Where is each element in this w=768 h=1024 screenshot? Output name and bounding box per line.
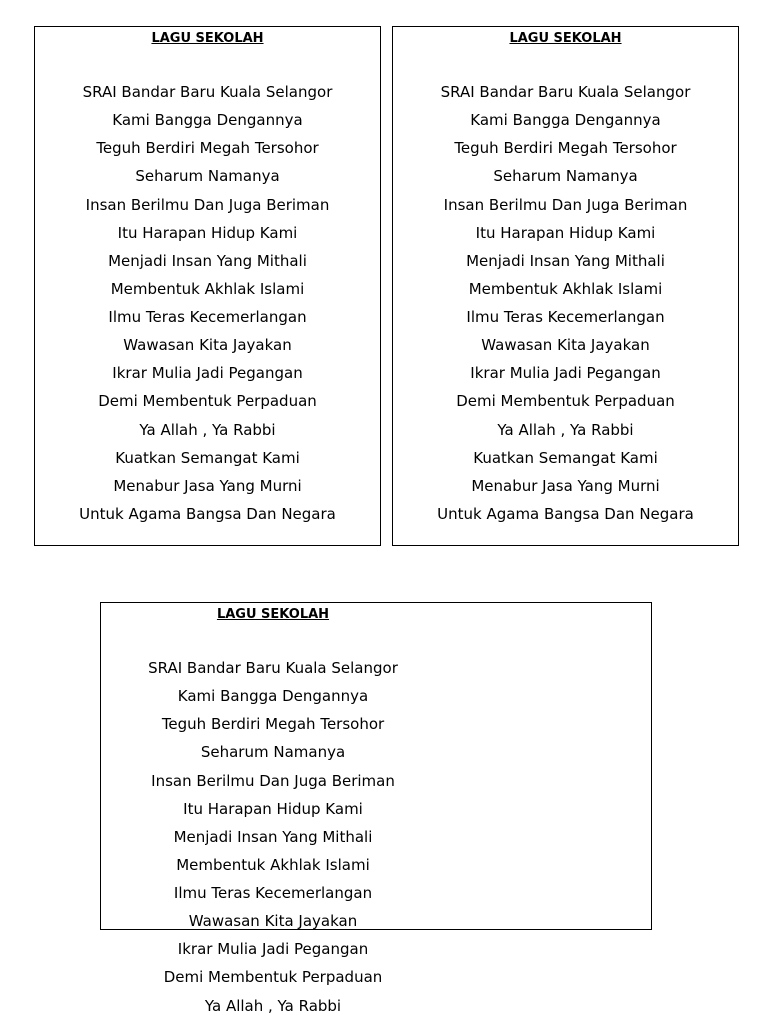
lyric-line: Menjadi Insan Yang Mithali bbox=[466, 251, 665, 270]
lyric-line: Seharum Namanya bbox=[135, 167, 280, 186]
lyrics-lines bbox=[392, 78, 739, 528]
lyric-line: Demi Membentuk Perpaduan bbox=[456, 392, 675, 411]
lyric-line: Wawasan Kita Jayakan bbox=[188, 912, 358, 931]
lyric-line: Untuk Agama Bangsa Dan Negara bbox=[79, 504, 336, 523]
lyric-line: Itu Harapan Hidup Kami bbox=[117, 223, 298, 242]
lyric-line: Seharum Namanya bbox=[493, 167, 638, 186]
lyric-line: Membentuk Akhlak Islami bbox=[468, 279, 663, 298]
lyrics-card-left bbox=[34, 26, 381, 528]
lyric-line: Itu Harapan Hidup Kami bbox=[183, 799, 363, 818]
lyric-line: Ilmu Teras Kecemerlangan bbox=[466, 308, 665, 326]
song-title: LAGU SEKOLAH bbox=[151, 31, 264, 46]
lyric-line: Ilmu Teras Kecemerlangan bbox=[108, 308, 307, 326]
lyric-line: Insan Berilmu Dan Juga Beriman bbox=[443, 195, 688, 214]
lyric-line: Ikrar Mulia Jadi Pegangan bbox=[177, 940, 369, 959]
lyric-line: Kami Bangga Dengannya bbox=[470, 111, 661, 130]
lyric-line: Membentuk Akhlak Islami bbox=[110, 279, 305, 298]
lyric-line: Teguh Berdiri Megah Tersohor bbox=[161, 715, 385, 734]
lyric-line: Demi Membentuk Perpaduan bbox=[163, 968, 383, 987]
lyrics-card-right bbox=[392, 26, 739, 528]
lyric-line: Itu Harapan Hidup Kami bbox=[475, 223, 656, 242]
lyric-line: Wawasan Kita Jayakan bbox=[481, 336, 650, 355]
lyric-line: Insan Berilmu Dan Juga Beriman bbox=[85, 195, 330, 214]
lyric-line: Menabur Jasa Yang Murni bbox=[471, 476, 660, 495]
lyric-line: Ikrar Mulia Jadi Pegangan bbox=[112, 364, 303, 383]
lyric-line: Membentuk Akhlak Islami bbox=[176, 855, 370, 874]
lyric-line: Untuk Agama Bangsa Dan Negara bbox=[437, 504, 694, 523]
lyric-line: Ikrar Mulia Jadi Pegangan bbox=[470, 364, 661, 383]
lyric-line: Kuatkan Semangat Kami bbox=[115, 448, 300, 467]
lyric-line: Demi Membentuk Perpaduan bbox=[98, 392, 317, 411]
lyric-line: Seharum Namanya bbox=[200, 743, 346, 762]
lyric-line: Teguh Berdiri Megah Tersohor bbox=[96, 139, 319, 158]
lyric-line: Teguh Berdiri Megah Tersohor bbox=[454, 139, 677, 158]
lyrics-lines bbox=[34, 78, 381, 528]
lyric-line: Ya Allah , Ya Rabbi bbox=[204, 996, 342, 1015]
lyric-line: Menjadi Insan Yang Mithali bbox=[173, 827, 373, 846]
lyric-line: Ya Allah , Ya Rabbi bbox=[139, 420, 276, 439]
lyrics-lines bbox=[100, 654, 446, 1020]
lyric-line: Wawasan Kita Jayakan bbox=[123, 336, 292, 355]
lyric-line: SRAI Bandar Baru Kuala Selangor bbox=[148, 659, 398, 677]
lyric-line: SRAI Bandar Baru Kuala Selangor bbox=[440, 83, 691, 101]
song-title: LAGU SEKOLAH bbox=[216, 607, 330, 622]
lyric-line: Menjadi Insan Yang Mithali bbox=[108, 251, 307, 270]
lyric-line: SRAI Bandar Baru Kuala Selangor bbox=[82, 83, 333, 101]
song-title: LAGU SEKOLAH bbox=[509, 31, 622, 46]
lyric-line: Menabur Jasa Yang Murni bbox=[113, 476, 302, 495]
lyric-line: Insan Berilmu Dan Juga Beriman bbox=[151, 771, 395, 790]
lyric-line: Kami Bangga Dengannya bbox=[177, 687, 369, 706]
lyrics-card-bottom bbox=[100, 602, 446, 1020]
lyric-line: Ilmu Teras Kecemerlangan bbox=[173, 884, 373, 902]
lyric-line: Kuatkan Semangat Kami bbox=[473, 448, 658, 467]
lyric-line: Ya Allah , Ya Rabbi bbox=[497, 420, 634, 439]
lyric-line: Kami Bangga Dengannya bbox=[112, 111, 303, 130]
